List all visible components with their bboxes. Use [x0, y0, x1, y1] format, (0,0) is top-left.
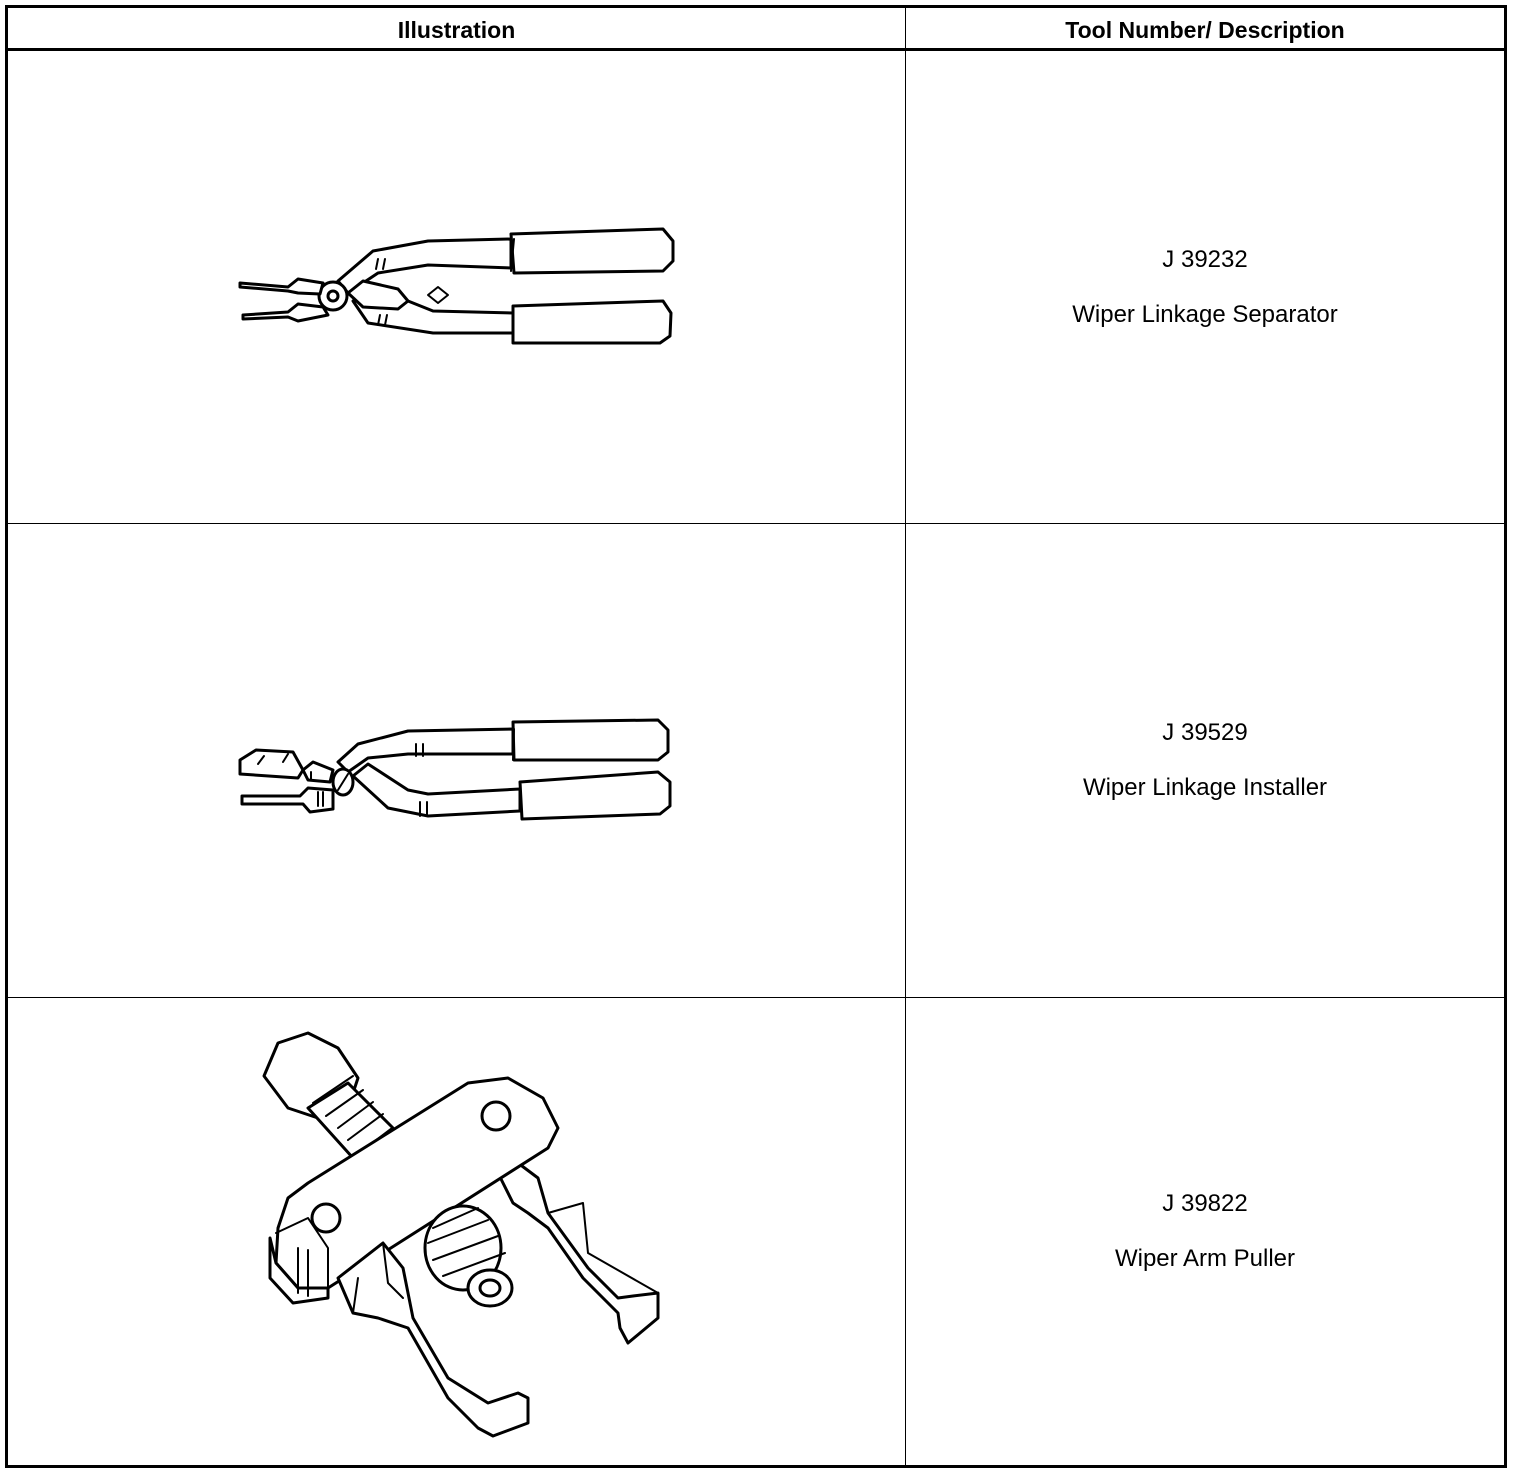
- header-tool-number-description: Tool Number/ Description: [1065, 17, 1345, 43]
- illustration-cell: [8, 998, 905, 1465]
- table-row: [8, 998, 1504, 1465]
- illustration-cell: [8, 51, 905, 523]
- tool-description: Wiper Linkage Installer: [1082, 774, 1328, 801]
- pliers-separator-icon: [8, 51, 905, 524]
- tool-description: Wiper Linkage Separator: [1072, 300, 1338, 328]
- tool-number: J 39822: [1162, 1190, 1248, 1217]
- illustration-cell: [8, 524, 905, 997]
- tool-number: J 39232: [1162, 245, 1248, 273]
- header-illustration: Illustration: [397, 17, 516, 43]
- tool-description: Wiper Arm Puller: [1114, 1245, 1296, 1272]
- pliers-installer-icon: [8, 524, 905, 998]
- table-row: [8, 51, 1504, 524]
- tool-number: J 39529: [1162, 719, 1248, 746]
- header-row: [8, 8, 1504, 51]
- table-row: [8, 524, 1504, 998]
- description-cell: [906, 524, 1504, 997]
- tool-table: [5, 5, 1507, 1468]
- arm-puller-icon: [8, 998, 905, 1465]
- description-cell: [906, 998, 1504, 1465]
- description-cell: [906, 51, 1504, 523]
